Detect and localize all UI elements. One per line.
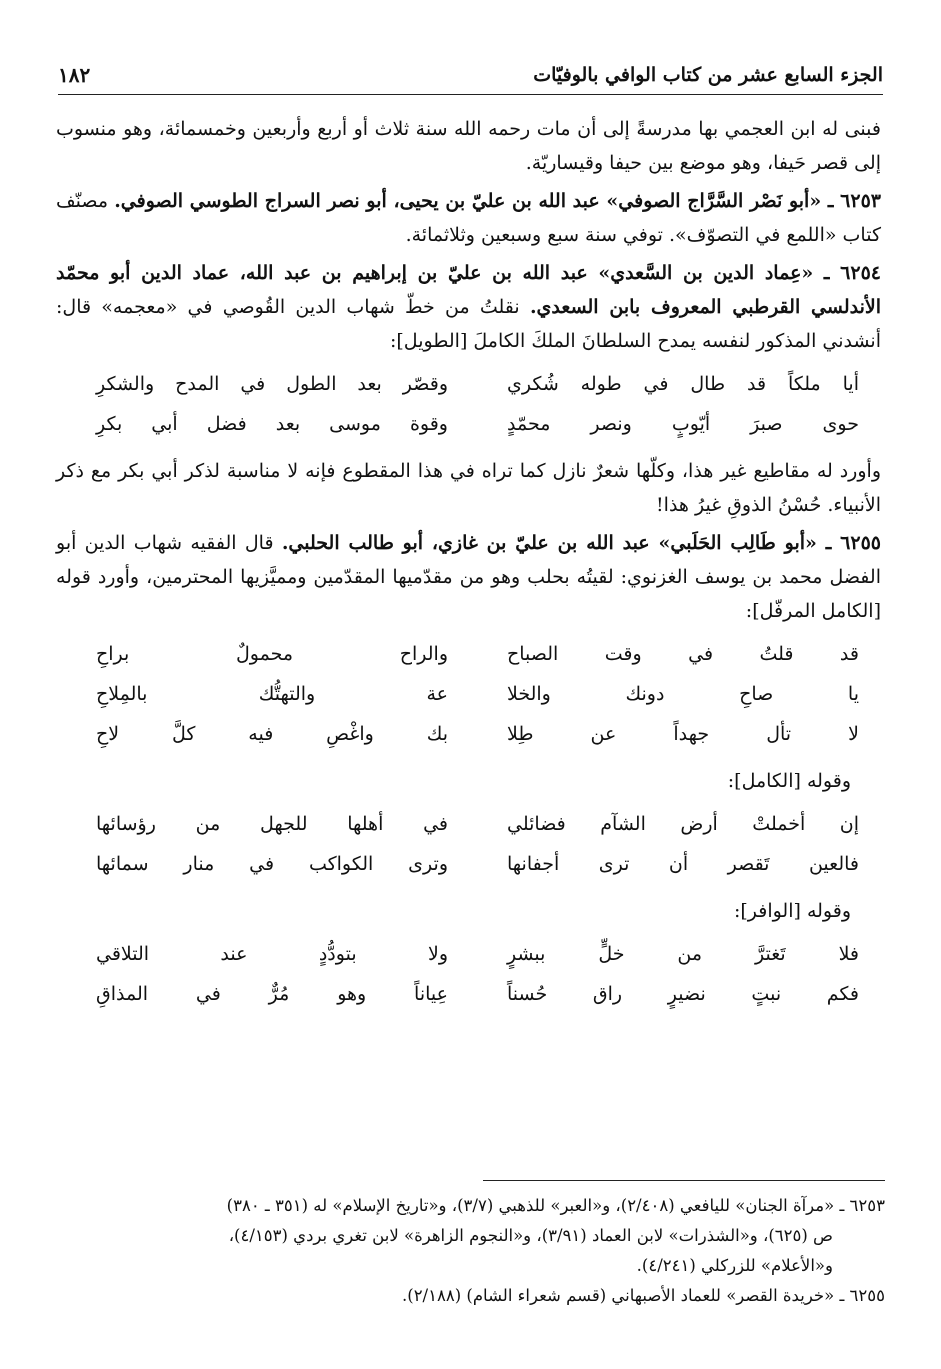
poem-kamil-muraffal — [56, 634, 881, 754]
verse-second-hemistich: عِياناً وهو مُرٌّ في المذاقِ — [96, 983, 448, 1005]
footnote-6253-line-1: ٦٢٥٣ ـ «مرآة الجنان» لليافعي (٢/٤٠٨)، و«العبر» للذهبي (٣/٧)، و«تاريخ الإسلام» له (٣٥١ ـ ٣٨٠) — [226, 1196, 885, 1215]
verse-second-hemistich: في أهلها للجهل من رؤسائها — [96, 813, 448, 835]
entry-6255-heading: ٦٢٥٥ ـ «أبو طَالِب الحَلَبي» عبد الله بن عليّ بن غازي، أبو طالب الحلبي. — [281, 532, 881, 554]
verse-line — [56, 804, 881, 844]
entry-6255 — [56, 526, 881, 628]
verse-first-hemistich: إن أخملتْ أرض الشآم فضائلي — [507, 813, 859, 835]
page-number: ١٨٢ — [58, 63, 91, 87]
intro-line-1: فبنى له ابن العجمي بها مدرسةً إلى أن مات رحمه الله سنة ثلاث أو أربع وأربعين وخمسمائة، — [158, 118, 881, 140]
verse-second-hemistich: عة والتهتُّك بالمِلاحِ — [96, 683, 448, 705]
verse-first-hemistich: لا تأل جهداً عن طِلا — [507, 723, 859, 745]
poem-kamil — [56, 804, 881, 884]
poem-wafir — [56, 934, 881, 1014]
footnote-6255: ٦٢٥٥ ـ «خريدة القصر» للعماد الأصبهاني (قسم شعراء الشام) (٢/١٨٨). — [402, 1286, 885, 1305]
poem-intro-kamil: وقوله [الكامل]: — [727, 770, 851, 792]
footnote-6253-line-3: و«الأعلام» للزركلي (٤/٢٤١). — [636, 1256, 833, 1275]
footnote-divider — [483, 1180, 885, 1181]
header-title: الجزء السابع عشر من كتاب الوافي بالوفيّات — [533, 64, 883, 86]
commentary-paragraph — [56, 454, 881, 522]
entry-6253-heading: ٦٢٥٣ ـ «أبو نَصْر السَّرَّاج الصوفي» عبد الله بن عليّ بن يحيى، أبو نصر السراج الطوسي الصوفي. — [114, 190, 881, 212]
verse-line — [56, 674, 881, 714]
entry-6254-text: نقلتُ من خطّ شهاب الدين القُوصي في «معجمه» قال: أنشدني المذكور لنفسه يمدح السلطانَ الملكَ الكاملَ [الطويل]: — [56, 296, 881, 352]
verse-line — [56, 634, 881, 674]
verse-first-hemistich: أيا ملكاً قد طال في طوله شُكري — [507, 373, 859, 395]
verse-line — [56, 714, 881, 754]
verse-first-hemistich: قد قلتُ في وقت الصباح — [507, 643, 859, 665]
verse-second-hemistich: وقوة موسى بعد فضل أبي بكرِ — [96, 413, 448, 435]
running-header — [58, 56, 883, 95]
verse-first-hemistich: فلا تَغترَّ من خلٍّ ببشرٍ — [507, 943, 859, 965]
entry-6254-heading: ٦٢٥٤ ـ «عِماد الدين بن السَّعدي» عبد الله بن عليّ بن إبراهيم بن عبد الله، عماد الدين أبو محمّد الأندلسي القرطبي المعروف بابن السعدي. — [56, 262, 881, 318]
intro-paragraph — [56, 112, 881, 180]
footnote-6253-line-2: ص (٦٢٥)، و«الشذرات» لابن العماد (٣/٩١)، و«النجوم الزاهرة» لابن تغري بردي (٤/١٥٣)، — [228, 1226, 833, 1245]
verse-line — [56, 974, 881, 1014]
verse-second-hemistich: والراح محمولٌ براحِ — [96, 643, 448, 665]
poem-tawil — [56, 364, 881, 444]
entry-6253-text: مصنّف كتاب «اللمع في التصوّف». توفي سنة سبع وسبعين وثلاثمائة. — [56, 190, 881, 246]
verse-first-hemistich: فالعين تَقصر أن ترى أجفانها — [507, 853, 859, 875]
intro-line-2: وهو منسوب إلى قصر حَيفا، وهو موضع بين حيفا وقيساريّة. — [56, 118, 881, 174]
verse-line — [56, 934, 881, 974]
commentary-text: وأورد له مقاطيع غير هذا، وكلّها شعرٌ نازل كما تراه في هذا المقطوع فإنه لا مناسبة لذكر أبي بكر مع ذكر الأنبياء. حُسْنُ الذوقِ غيرُ هذا! — [56, 460, 881, 516]
footnotes — [56, 1180, 885, 1311]
verse-first-hemistich: فكم نبتٍ نضيرٍ راق حُسناً — [507, 983, 859, 1005]
verse-line — [56, 364, 881, 404]
poem-intro-wafir: وقوله [الوافر]: — [733, 900, 851, 922]
verse-second-hemistich: بك واغْصِ فيه كلَّ لاحِ — [96, 723, 448, 745]
entry-6254 — [56, 256, 881, 358]
main-text — [56, 112, 881, 1024]
verse-second-hemistich: وقصّر بعد الطول في المدح والشكرِ — [96, 373, 448, 395]
verse-second-hemistich: وترى الكواكب في منار سمائها — [96, 853, 448, 875]
verse-line — [56, 404, 881, 444]
entry-6253 — [56, 184, 881, 252]
entry-6255-text: قال الفقيه شهاب الدين أبو الفضل محمد بن يوسف الغزنوي: لقيتُه بحلب وهو من مقدّميها المقدّمين ومميَّزيها المحترمين، وأورد قوله [الكامل المرفّل]: — [56, 532, 881, 622]
verse-line — [56, 844, 881, 884]
verse-first-hemistich: حوى صبرَ أيّوبٍ ونصر محمّدٍ — [507, 413, 859, 435]
verse-first-hemistich: يا صاحِ دونك والخلا — [507, 683, 859, 705]
verse-second-hemistich: ولا بتودُّدٍ عند التلاقي — [96, 943, 448, 965]
